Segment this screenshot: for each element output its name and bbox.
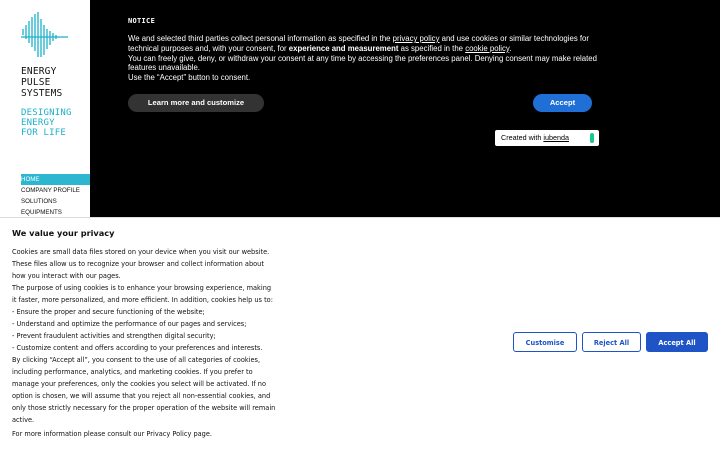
logo-tagline-line: DESIGNING (21, 108, 72, 118)
consent-line: The purpose of using cookies is to enhance your browsing experience, making (12, 284, 272, 292)
notice-text-part: We and selected third parties collect personal information as specified in the (128, 34, 393, 43)
consent-title: We value your privacy (12, 228, 115, 238)
cookie-policy-link[interactable]: cookie policy (465, 43, 510, 53)
consent-line: Cookies are small data files stored on your device when you visit our website. (12, 248, 270, 256)
nav-item-company-profile[interactable]: COMPANY PROFILE (21, 187, 80, 194)
notice-text-part: You can freely give, deny, or withdraw your consent at any time by accessing the preferences panel. Denying consent may make related features unavailable. (128, 53, 597, 73)
nav-item-solutions[interactable]: SOLUTIONS (21, 198, 57, 205)
consent-line: - Ensure the proper and secure functioning of the website; (12, 308, 205, 316)
site-nav (21, 174, 90, 218)
privacy-policy-link[interactable]: privacy policy (392, 34, 440, 43)
cookie-notice-panel (90, 0, 720, 217)
consent-line: option is chosen, we will assume that you reject all non-essential cookies, and (12, 392, 271, 400)
logo-tagline-line: ENERGY (21, 118, 55, 128)
nav-item-equipments[interactable]: EQUIPMENTS (21, 209, 62, 216)
notice-text-part: Use the “Accept” button to consent. (128, 73, 251, 83)
logo-tagline (21, 108, 72, 138)
consent-line: active. (12, 416, 35, 424)
learn-more-button[interactable]: Learn more and customize (128, 94, 264, 112)
consent-banner (0, 217, 720, 451)
logo-tagline-line: FOR LIFE (21, 128, 66, 138)
logo-name-line: PULSE (21, 77, 51, 88)
accept-button[interactable]: Accept (533, 94, 592, 112)
notice-text-part: . (509, 43, 512, 53)
consent-line: manage your preferences, only the cookies you select will be activated. If no (12, 380, 266, 388)
notice-text-part: and use cookies or similar technologies for technical purposes and, with your consent, for (128, 34, 589, 53)
consent-line: it faster, more personalized, and more efficient. In addition, cookies help us to: (12, 296, 273, 304)
notice-text-bold: experience and measurement (288, 43, 399, 53)
consent-line: These files allow us to recognize your browser and collect information about (12, 260, 264, 268)
consent-line: how you interact with our pages. (12, 272, 121, 280)
logo-name (21, 66, 62, 99)
iubenda-logo-icon (590, 133, 594, 143)
privacy-policy-info: For more information please consult our Privacy Policy page. (12, 430, 213, 438)
iubenda-badge[interactable] (495, 130, 599, 146)
energy-pulse-logo-icon (20, 11, 70, 61)
consent-line: only those strictly necessary for the proper operation of the website will remain (12, 404, 276, 412)
logo-name-line: SYSTEMS (21, 88, 63, 99)
notice-title: NOTICE (128, 17, 156, 25)
badge-prefix: Created with (501, 133, 544, 142)
iubenda-badge-text (501, 130, 569, 146)
notice-text-part: as specified in the (398, 43, 466, 53)
customise-button[interactable]: Customise (513, 332, 577, 352)
consent-line: including performance, analytics, and marketing cookies. If you prefer to (12, 368, 253, 376)
consent-line: - Customize content and offers according to your preferences and interests. (12, 344, 263, 352)
reject-all-button[interactable]: Reject All (582, 332, 641, 352)
logo-name-line: ENERGY (21, 66, 57, 77)
nav-item-home[interactable]: HOME (21, 174, 90, 185)
iubenda-link[interactable]: iubenda (543, 133, 569, 142)
consent-line: - Understand and optimize the performance of our pages and services; (12, 320, 247, 328)
consent-line: - Prevent fraudulent activities and strengthen digital security; (12, 332, 216, 340)
accept-all-button[interactable]: Accept All (646, 332, 708, 352)
consent-line: By clicking “Accept all”, you consent to the use of all categories of cookies, (12, 356, 261, 364)
notice-text (128, 34, 598, 83)
consent-body (12, 246, 287, 426)
